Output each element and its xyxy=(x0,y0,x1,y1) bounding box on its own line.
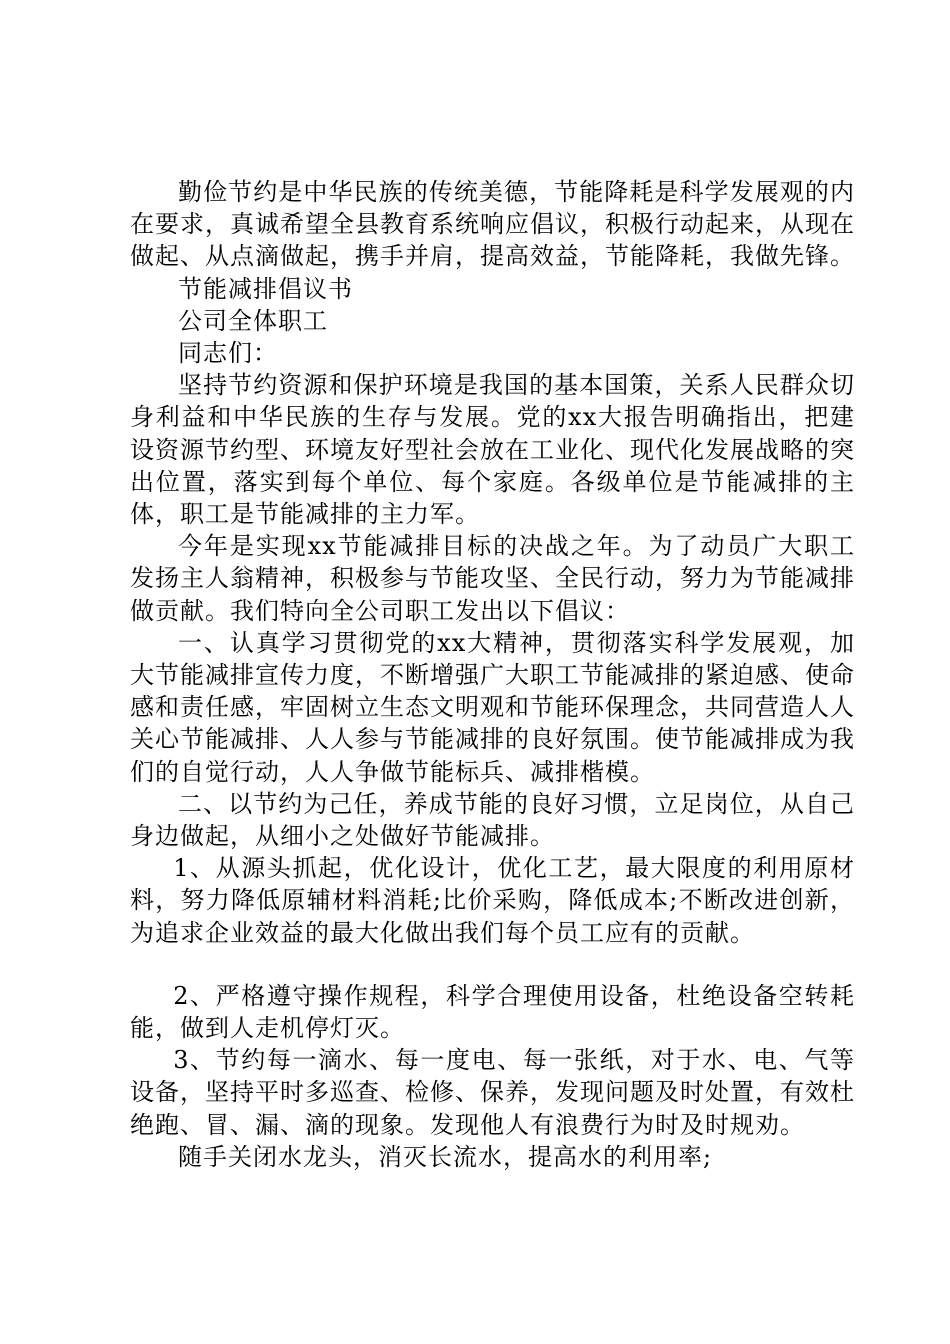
proposal-item-1: 一、认真学习贯彻党的xx大精神，贯彻落实科学发展观，加大节能减排宣传力度，不断增强广大职工节能减排的紧迫感、使命感和责任感，牢固树立生态文明观和节能环保理念，共同营造人人关心节能减排、人人参与节能减排的良好氛围。使节能减排成为我们的自觉行动，人人争做节能标兵、减排楷模。 xyxy=(130,628,855,786)
document-body xyxy=(130,176,855,1173)
paragraph-intro: 勤俭节约是中华民族的传统美德，节能降耗是科学发展观的内在要求，真诚希望全县教育系统响应倡议，积极行动起来，从现在做起、从点滴做起，携手并肩，提高效益，节能降耗，我做先锋。 xyxy=(130,178,855,271)
addressee: 公司全体职工 xyxy=(178,306,328,335)
paragraph-policy: 坚持节约资源和保护环境是我国的基本国策，关系人民群众切身利益和中华民族的生存与发展。党的xx大报告明确指出，把建设资源节约型、环境友好型社会放在工业化、现代化发展战略的突出位置，落实到每个单位、每个家庭。各级单位是节能减排的主体，职工是节能减排的主力军。 xyxy=(130,371,855,529)
sub-item-1: 1、从源头抓起，优化设计，优化工艺，最大限度的利用原材料，努力降低原辅材料消耗;比价采购，降低成本;不断改进创新，为追求企业效益的最大化做出我们每个员工应有的贡献。 xyxy=(130,854,855,947)
document-title: 节能减排倡议书 xyxy=(178,274,353,303)
sub-item-3: 3、节约每一滴水、每一度电、每一张纸，对于水、电、气等设备，坚持平时多巡查、检修、保养，发现问题及时处置，有效杜绝跑、冒、漏、滴的现象。发现他人有浪费行为时及时规劝。 xyxy=(130,1046,855,1139)
salutation: 同志们： xyxy=(178,339,278,368)
paragraph-goal: 今年是实现xx节能减排目标的决战之年。为了动员广大职工发扬主人翁精神，积极参与节能攻坚、全民行动，努力为节能减排做贡献。我们特向全公司职工发出以下倡议： xyxy=(130,532,855,625)
proposal-item-2: 二、以节约为己任，养成节能的良好习惯，立足岗位，从自己身边做起，从细小之处做好节能减排。 xyxy=(130,789,855,851)
sub-item-2: 2、严格遵守操作规程，科学合理使用设备，杜绝设备空转耗能，做到人走机停灯灭。 xyxy=(130,981,855,1043)
paragraph-water: 随手关闭水龙头，消灭长流水，提高水的利用率; xyxy=(178,1142,713,1171)
